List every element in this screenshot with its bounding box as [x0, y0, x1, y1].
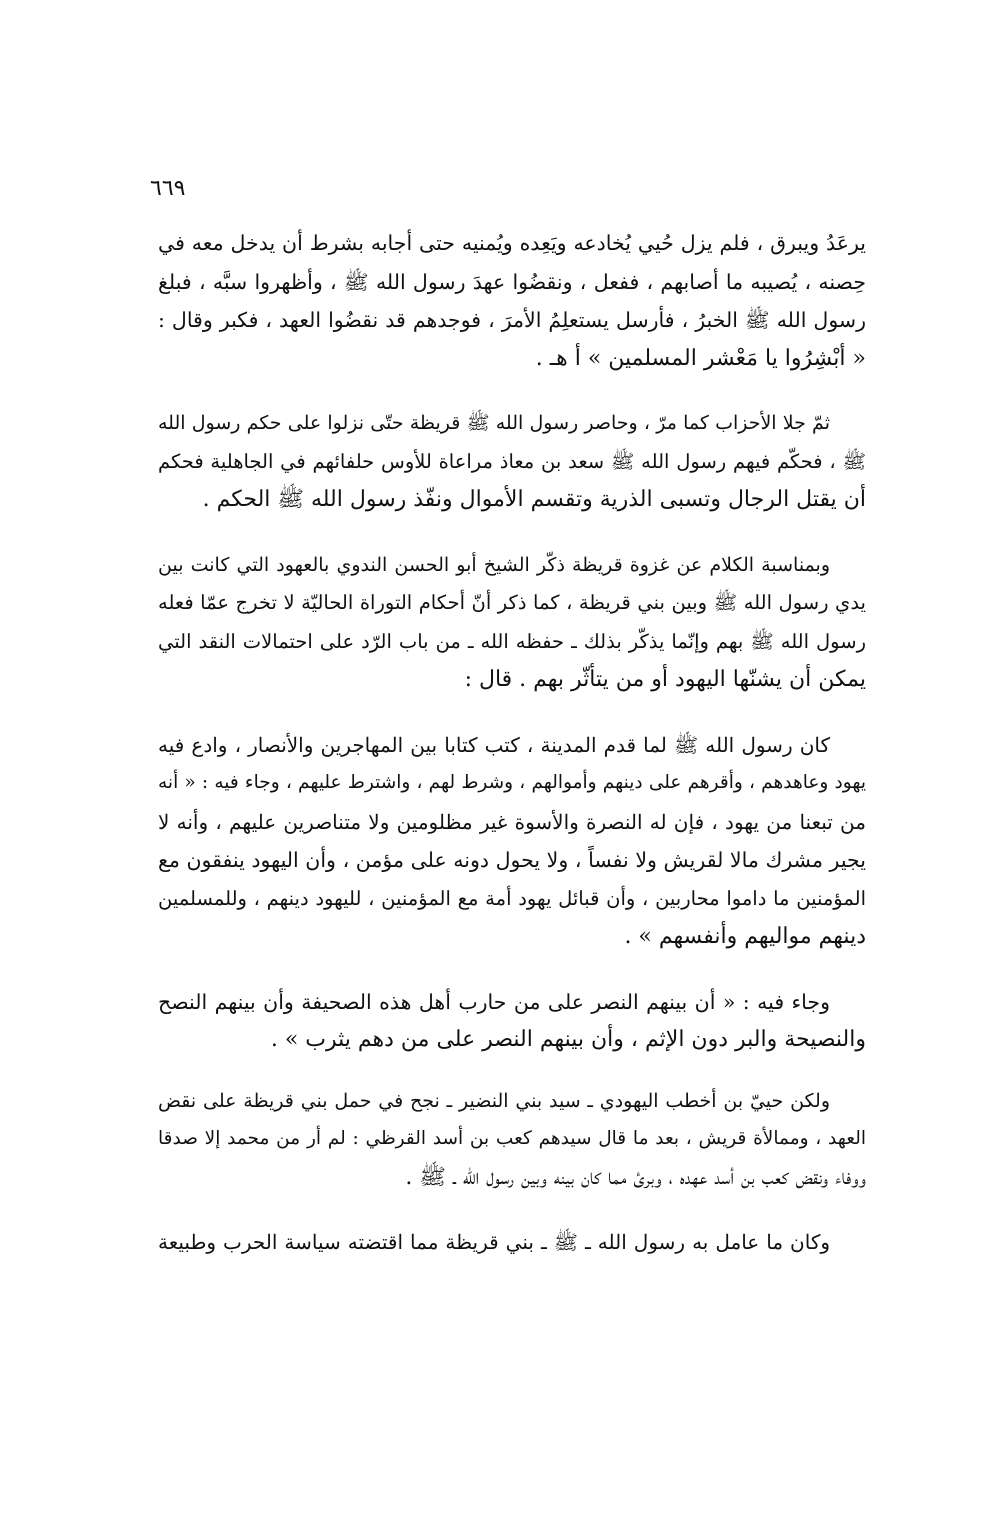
paragraph	[158, 404, 866, 520]
text-line: ووفاء ونقض كعب بن أسد عهده ، وبرئ مما كان بينه وبين رسول الله ـ ﷺ .	[405, 1164, 866, 1190]
text-line: وكان ما عامل به رسول الله ـ ﷺ ـ بني قريظة مما اقتضته سياسة الحرب وطبيعة	[158, 1230, 830, 1254]
page-number: ٦٦٩	[150, 176, 186, 201]
text-line: والنصيحة والبر دون الإثم ، وأن بينهم النصر على من دهم يثرب » .	[270, 1027, 866, 1052]
text-line: ﷺ ، فحكّم فيهم رسول الله ﷺ سعد بن معاذ مراعاة للأوس حلفائهم في الجاهلية فحكم	[158, 449, 866, 473]
text-line: المؤمنين ما داموا محاربين ، وأن قبائل يهود أمة مع المؤمنين ، لليهود دينهم ، وللمسلمين	[158, 886, 866, 910]
text-line: ثمّ جلا الأحزاب كما مرّ ، وحاصر رسول الله ﷺ قريظة حتّى نزلوا على حكم رسول الله	[158, 412, 830, 434]
text-line: أن يقتل الرجال وتسبى الذرية وتقسم الأموال ونفّذ رسول الله ﷺ الحكم .	[202, 487, 866, 512]
text-line: العهد ، وممالأة قريش ، بعد ما قال سيدهم كعب بن أسد القرظي : لم أر من محمد إلا صدقا	[158, 1128, 866, 1149]
text-line: يدي رسول الله ﷺ وبين بني قريظة ، كما ذكر أنّ أحكام التوراة الحاليّة لا تخرج عمّا فعله	[158, 591, 866, 614]
text-line: كان رسول الله ﷺ لما قدم المدينة ، كتب كتابا بين المهاجرين والأنصار ، وادع فيه	[158, 732, 830, 757]
text-line: وبمناسبة الكلام عن غزوة قريظة ذكّر الشيخ أبو الحسن الندوي بالعهود التي كانت بين	[158, 553, 830, 576]
text-line: « أبْشِرُوا يا مَعْشر المسلمين » أ هـ .	[535, 345, 866, 371]
body-text	[158, 224, 866, 1288]
paragraph	[158, 983, 866, 1060]
text-line: يمكن أن يشنّها اليهود أو من يتأثّر بهم . قال :	[464, 667, 866, 692]
paragraph	[158, 1082, 866, 1198]
text-line: يجير مشرك مالا لقريش ولا نفساً ، ولا يحول دونه على مؤمن ، وأن اليهود ينفقون مع	[158, 848, 866, 872]
text-line: رسول الله ﷺ بهم وإنّما يذكّر بذلك ـ حفظه الله ـ من باب الرّد على احتمالات النقد التي	[158, 629, 866, 653]
text-line: من تبعنا من يهود ، فإن له النصرة والأسوة غير مظلومين ولا متناصرين عليهم ، وأنه لا	[158, 809, 866, 834]
text-line: وجاء فيه : « أن بينهم النصر على من حارب أهل هذه الصحيفة وأن بينهم النصح	[158, 989, 830, 1014]
text-line: ولكن حييّ بن أخطب اليهودي ـ سيد بني النضير ـ نجح في حمل بني قريظة على نقض	[158, 1089, 830, 1112]
paragraph	[158, 1223, 866, 1262]
text-line: دينهم مواليهم وأنفسهم » .	[624, 924, 866, 949]
text-line: يهود وعاهدهم ، وأقرهم على دينهم وأموالهم ، وشرط لهم ، واشترط عليهم ، وجاء فيه : « أنه	[158, 772, 866, 793]
paragraph	[158, 726, 866, 957]
paragraph	[158, 224, 866, 378]
text-line: حِصنه ، يُصيبه ما أصابهم ، ففعل ، ونقضُوا عهدَ رسول الله ﷺ ، وأظهروا سبَّه ، فبلغ	[158, 269, 866, 294]
paragraph	[158, 546, 866, 700]
text-line: يرعَدُ ويبرق ، فلم يزل حُيي يُخادعه ويَعِده ويُمنيه حتى أجابه بشرط أن يدخل معه في	[158, 231, 866, 255]
text-line: رسول الله ﷺ الخبرُ ، فأرسل يستعلِمُ الأمرَ ، فوجدهم قد نقضُوا العهد ، فكبر وقال :	[158, 308, 866, 332]
